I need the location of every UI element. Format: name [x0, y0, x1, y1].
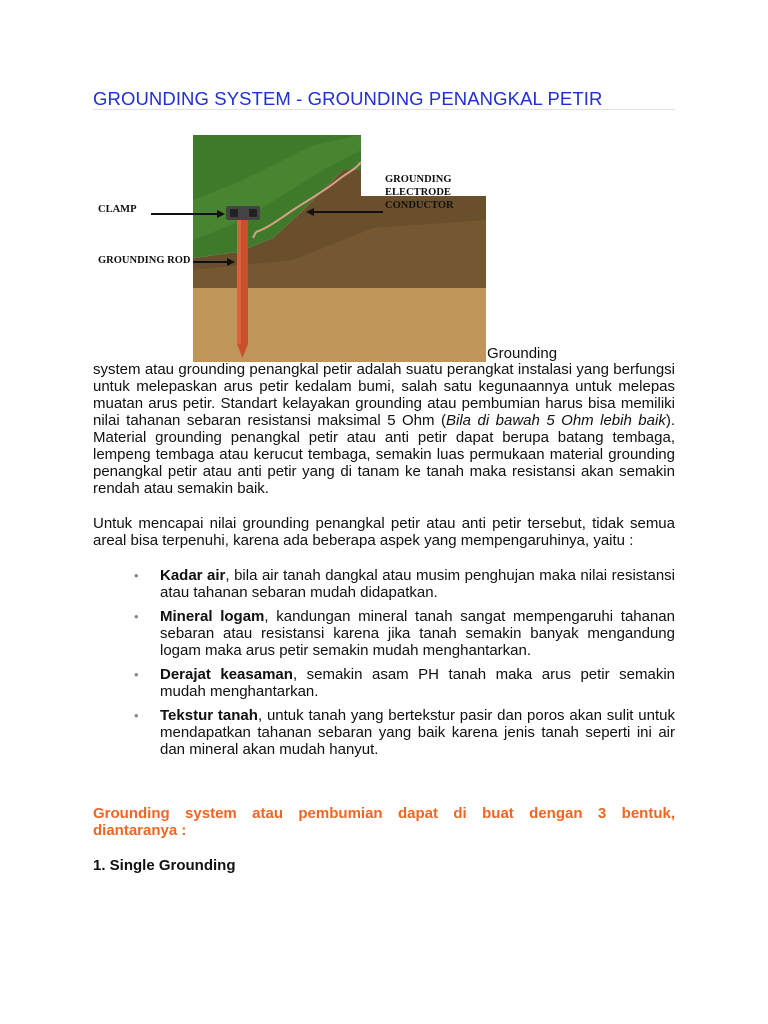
single-grounding-heading: 1. Single Grounding: [93, 857, 236, 874]
grounding-diagram: [93, 110, 493, 362]
intro-lead-word: Grounding: [487, 345, 558, 362]
electrode-label-line3: CONDUCTOR: [385, 200, 454, 211]
clamp-bolt-right: [249, 209, 257, 217]
intro-text-b: ). Material grounding penangkal petir atau anti petir dapat berupa batang tembaga, lempeng tembaga atau kerucut tembaga, semakin luas permukaan material grounding penangkal petir atau anti petir yang di tanam ke tanah maka resistansi akan semakin rendah atau semakin baik.: [93, 412, 675, 497]
intro-text-a: system atau grounding penangkal petir adalah suatu perangkat instalasi yang berfungsi untuk melepaskan arus petir kedalam bumi, salah satu kegunaannya untuk melepas muatan arus petir. Standart kelayakan grounding atau pembumian harus bisa memiliki nilai tahanan sebaran resistansi maksimal 5 Ohm (: [93, 361, 675, 429]
grounding-diagram-image: [93, 110, 493, 362]
list-item: [93, 567, 675, 601]
list-item-term: Kadar air: [160, 567, 226, 584]
bullet-icon: •: [134, 708, 139, 723]
clamp-label: CLAMP: [98, 204, 137, 215]
list-item: [93, 666, 675, 700]
bullet-icon: •: [134, 568, 139, 583]
grounding-rod-label: GROUNDING ROD: [98, 255, 191, 266]
intro-paragraph: [93, 361, 675, 497]
list-item-term: Tekstur tanah: [160, 707, 258, 724]
aspects-list: [93, 567, 675, 765]
list-item-text: , untuk tanah yang bertekstur pasir dan poros akan sulit untuk mendapatkan tahanan sebaran yang baik karena jenis tanah seperti ini air dan mineral akan mudah hanyut.: [160, 707, 675, 758]
soil-texture: [193, 288, 486, 362]
bullet-icon: •: [134, 667, 139, 682]
rod-highlight: [237, 206, 241, 344]
clamp-bolt-left: [230, 209, 238, 217]
list-item-text: , kandungan mineral tanah sangat mempengaruhi tahanan sebaran atau resistansi karena jika tanah semakin banyak mengandung logam maka arus petir semakin mudah menghantarkan.: [160, 608, 675, 659]
page-title: GROUNDING SYSTEM - GROUNDING PENANGKAL PETIR: [93, 88, 603, 109]
list-item: [93, 608, 675, 659]
electrode-label-line1: GROUNDING: [385, 174, 452, 185]
forms-heading: [93, 805, 675, 839]
bullet-icon: •: [134, 609, 139, 624]
electrode-label-line2: ELECTRODE: [385, 187, 451, 198]
intro-italic-note: Bila di bawah 5 Ohm lebih baik: [446, 412, 666, 429]
aspects-intro-paragraph: Untuk mencapai nilai grounding penangkal petir atau anti petir tersebut, tidak semua areal bisa terpenuhi, karena ada beberapa aspek yang mempengaruhinya, yaitu :: [93, 515, 675, 549]
list-item-text: , bila air tanah dangkal atau musim penghujan maka nilai resistansi atau tahanan sebaran mudah didapatkan.: [160, 567, 675, 601]
forms-heading-line2: diantaranya :: [93, 822, 187, 839]
forms-heading-line1: Grounding system atau pembumian dapat di buat dengan 3 bentuk,: [93, 805, 675, 822]
list-item-term: Mineral logam: [160, 608, 265, 625]
list-item-text: , semakin asam PH tanah maka arus petir semakin mudah menghantarkan.: [160, 666, 675, 700]
list-item-term: Derajat keasaman: [160, 666, 293, 683]
list-item: [93, 707, 675, 758]
